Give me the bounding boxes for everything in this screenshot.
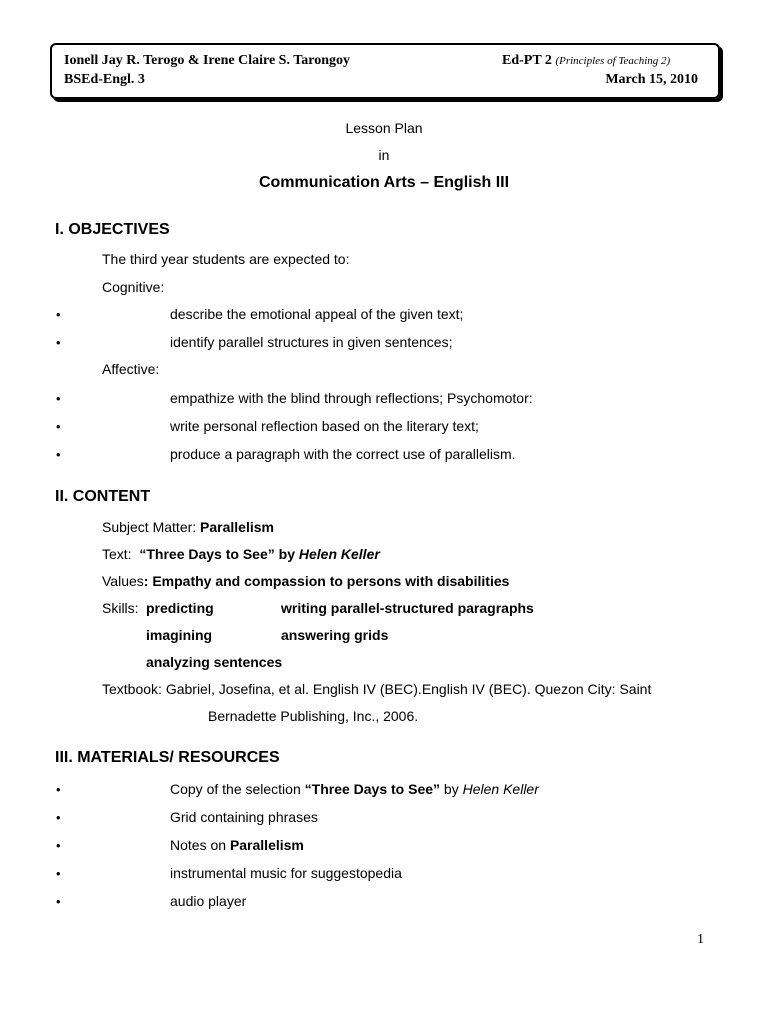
bullet-icon: • — [56, 838, 61, 853]
material-item-author: Helen Keller — [462, 781, 539, 797]
material-item-bold: Parallelism — [229, 837, 304, 853]
title-line-1: Lesson Plan — [345, 120, 423, 136]
skills-label: Skills: — [102, 600, 139, 616]
subject-matter-label: Subject Matter: — [102, 519, 197, 535]
document-header — [50, 43, 720, 99]
values-label: Values — [102, 573, 144, 589]
material-item: audio player — [170, 893, 247, 909]
materials-heading: III. MATERIALS/ RESOURCES — [55, 749, 280, 766]
header-date: March 15, 2010 — [605, 72, 698, 87]
skill-item: writing parallel-structured paragraphs — [281, 600, 534, 616]
subject-matter — [102, 519, 274, 535]
text-line — [102, 546, 380, 562]
material-item: Grid containing phrases — [170, 809, 318, 825]
bullet-icon: • — [56, 391, 61, 406]
textbook-line-2: Bernadette Publishing, Inc., 2006. — [208, 708, 419, 724]
text-title: “Three Days to See” — [139, 546, 275, 562]
header-subject-name: (Principles of Teaching 2) — [555, 55, 671, 67]
objective-item: empathize with the blind through reflections; Psychomotor: — [170, 390, 533, 406]
values-value: : Empathy and compassion to persons with disabilities — [143, 573, 510, 589]
bullet-icon: • — [56, 307, 61, 322]
title-line-2: in — [378, 147, 390, 163]
objective-item: describe the emotional appeal of the given text; — [170, 306, 464, 322]
bullet-icon: • — [56, 335, 61, 350]
bullet-icon: • — [56, 419, 61, 434]
text-label: Text: — [102, 546, 132, 562]
text-by: by — [278, 546, 295, 562]
skill-item: analyzing sentences — [146, 654, 283, 670]
objective-item: write personal reflection based on the literary text; — [170, 418, 479, 434]
bullet-icon: • — [56, 447, 61, 462]
objective-item: produce a paragraph with the correct use of parallelism. — [170, 446, 516, 462]
values-line — [102, 573, 509, 589]
skill-item: predicting — [146, 600, 214, 616]
header-subject-code: Ed-PT 2 — [502, 53, 552, 68]
skill-item: imagining — [146, 627, 213, 643]
subject-matter-value: Parallelism — [200, 519, 274, 535]
text-author: Helen Keller — [298, 546, 380, 562]
header-course: BSEd-Engl. 3 — [64, 72, 145, 87]
content-heading: II. CONTENT — [55, 488, 151, 505]
material-item-by: by — [443, 781, 459, 797]
material-item-text: Notes on — [170, 837, 227, 853]
objective-item: identify parallel structures in given sentences; — [170, 334, 453, 350]
skill-item: answering grids — [281, 627, 389, 643]
page-number: 1 — [697, 932, 704, 947]
affective-label: Affective: — [102, 361, 160, 377]
objectives-intro: The third year students are expected to: — [102, 251, 350, 267]
bullet-icon: • — [56, 810, 61, 825]
material-item — [170, 837, 304, 853]
bullet-icon: • — [56, 866, 61, 881]
document-title: Communication Arts – English III — [258, 174, 510, 191]
header-subject — [502, 53, 670, 69]
bullet-icon: • — [56, 782, 61, 797]
material-item — [170, 781, 539, 797]
textbook-line-1: Textbook: Gabriel, Josefina, et al. English IV (BEC).English IV (BEC). Quezon City: Saint — [102, 681, 652, 697]
material-item-title: “Three Days to See” — [304, 781, 441, 797]
material-item: instrumental music for suggestopedia — [170, 865, 402, 881]
objectives-heading: I. OBJECTIVES — [55, 221, 170, 238]
bullet-icon: • — [56, 894, 61, 909]
material-item-text: Copy of the selection — [170, 781, 301, 797]
header-authors: Ionell Jay R. Terogo & Irene Claire S. Tarongoy — [64, 53, 350, 68]
cognitive-label: Cognitive: — [102, 279, 165, 295]
